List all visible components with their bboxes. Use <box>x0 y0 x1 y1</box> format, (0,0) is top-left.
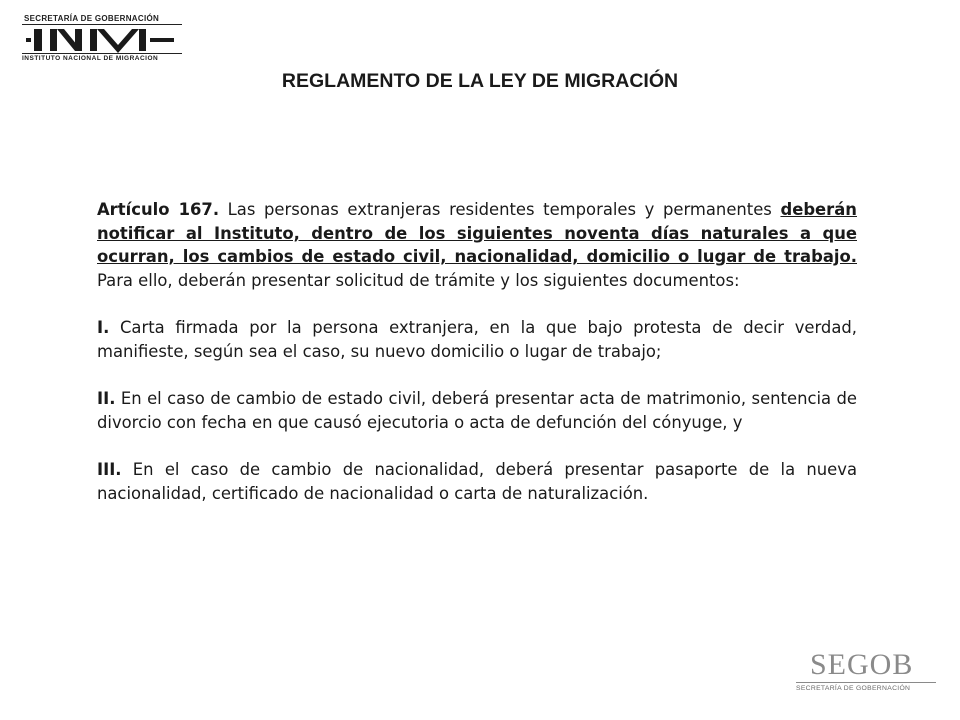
segob-logo-word: SEGOB <box>810 648 914 681</box>
list-item-number: III. <box>97 460 122 479</box>
article-emphasis: deberán notificar al Instituto, dentro de los siguientes noventa días naturales a que ocurran, los cambios de estado civil, nacionalidad, domicilio o lugar de trabajo. <box>97 200 857 266</box>
article-outro: Para ello, deberán presentar solicitud de trámite y los siguientes documentos: <box>97 270 740 290</box>
inm-logo-top-text: SECRETARÍA DE GOBERNACIÓN <box>24 14 160 23</box>
list-item-text: En el caso de cambio de estado civil, deberá presentar acta de matrimonio, sentencia de divorcio con fecha en que causó ejecutoria o acta de defunción del cónyuge, y <box>97 389 857 432</box>
list-item-text: Carta firmada por la persona extranjera, en la que bajo protesta de decir verdad, manifieste, según sea el caso, su nuevo domicilio o lugar de trabajo; <box>97 318 857 361</box>
segob-logo-subtitle: SECRETARÍA DE GOBERNACIÓN <box>796 685 911 692</box>
article-body <box>97 198 857 529</box>
inm-logo-top-rule <box>22 24 182 25</box>
list-item-text: En el caso de cambio de nacionalidad, deberá presentar pasaporte de la nueva nacionalidad, certificado de nacionalidad o carta de naturalización. <box>97 460 857 503</box>
list-item <box>97 458 857 505</box>
segob-logo <box>792 648 942 696</box>
list-item-number: II. <box>97 389 116 408</box>
inm-logo-mark <box>26 27 176 53</box>
segob-logo-rule <box>796 682 936 683</box>
inm-logo-bottom-rule <box>22 53 182 54</box>
page-title: REGLAMENTO DE LA LEY DE MIGRACIÓN <box>281 70 679 92</box>
list-item <box>97 387 857 434</box>
list-item <box>97 316 857 363</box>
article-intro: Las personas extranjeras residentes temporales y permanentes <box>219 200 781 219</box>
article-paragraph <box>97 198 857 292</box>
list-item-number: I. <box>97 318 110 337</box>
inm-logo <box>18 12 186 64</box>
inm-logo-bottom-text: INSTITUTO NACIONAL DE MIGRACIÓN <box>22 55 159 62</box>
article-label: Artículo 167. <box>97 200 220 219</box>
